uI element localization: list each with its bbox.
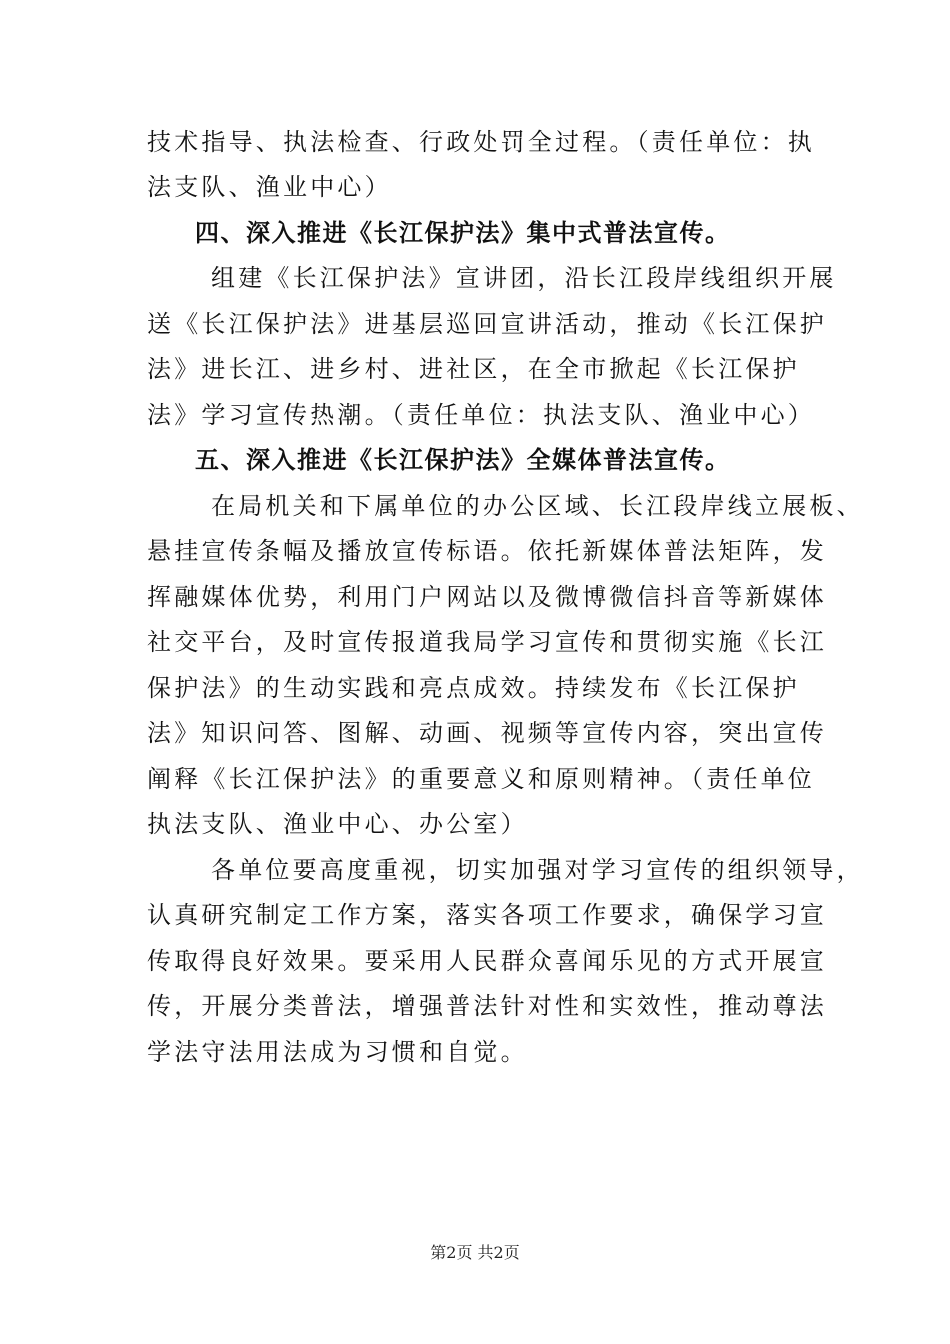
body-line: 传，开展分类普法，增强普法针对性和实效性，推动尊法 — [147, 992, 827, 1020]
body-line: 法》学习宣传热潮。（责任单位：执法支队、渔业中心） — [147, 401, 815, 429]
section-heading-4: 四、深入推进《长江保护法》集中式普法宣传。 — [195, 219, 731, 247]
paragraph-first-line: 在局机关和下属单位的办公区域、长江段岸线立展板、 — [211, 492, 864, 520]
body-line: 保护法》的生动实践和亮点成效。持续发布《长江保护 — [147, 674, 800, 702]
body-line: 法支队、渔业中心） — [147, 173, 392, 201]
body-line: 法》进长江、进乡村、进社区，在全市掀起《长江保护 — [147, 355, 800, 383]
body-line: 社交平台，及时宣传报道我局学习宣传和贯彻实施《长江 — [147, 628, 827, 656]
page-number-footer: 第2页 共2页 — [430, 1243, 520, 1262]
body-line: 法》知识问答、图解、动画、视频等宣传内容，突出宣传 — [147, 719, 827, 747]
body-line: 认真研究制定工作方案，落实各项工作要求，确保学习宣 — [147, 901, 827, 929]
body-line: 技术指导、执法检查、行政处罚全过程。（责任单位：执 — [147, 128, 815, 156]
body-line: 送《长江保护法》进基层巡回宣讲活动，推动《长江保护 — [147, 310, 827, 338]
body-line: 学法守法用法成为习惯和自觉。 — [147, 1038, 528, 1066]
body-line: 悬挂宣传条幅及播放宣传标语。依托新媒体普法矩阵，发 — [147, 537, 827, 565]
body-line: 传取得良好效果。要采用人民群众喜闻乐见的方式开展宣 — [147, 947, 827, 975]
paragraph-first-line: 各单位要高度重视，切实加强对学习宣传的组织领导， — [211, 856, 864, 884]
section-heading-5: 五、深入推进《长江保护法》全媒体普法宣传。 — [195, 446, 731, 474]
body-line: 阐释《长江保护法》的重要意义和原则精神。（责任单位 — [147, 765, 815, 793]
body-line: 挥融媒体优势，利用门户网站以及微博微信抖音等新媒体 — [147, 583, 827, 611]
body-line: 执法支队、渔业中心、办公室） — [147, 810, 528, 838]
paragraph-first-line: 组建《长江保护法》宣讲团，沿长江段岸线组织开展 — [211, 264, 837, 292]
